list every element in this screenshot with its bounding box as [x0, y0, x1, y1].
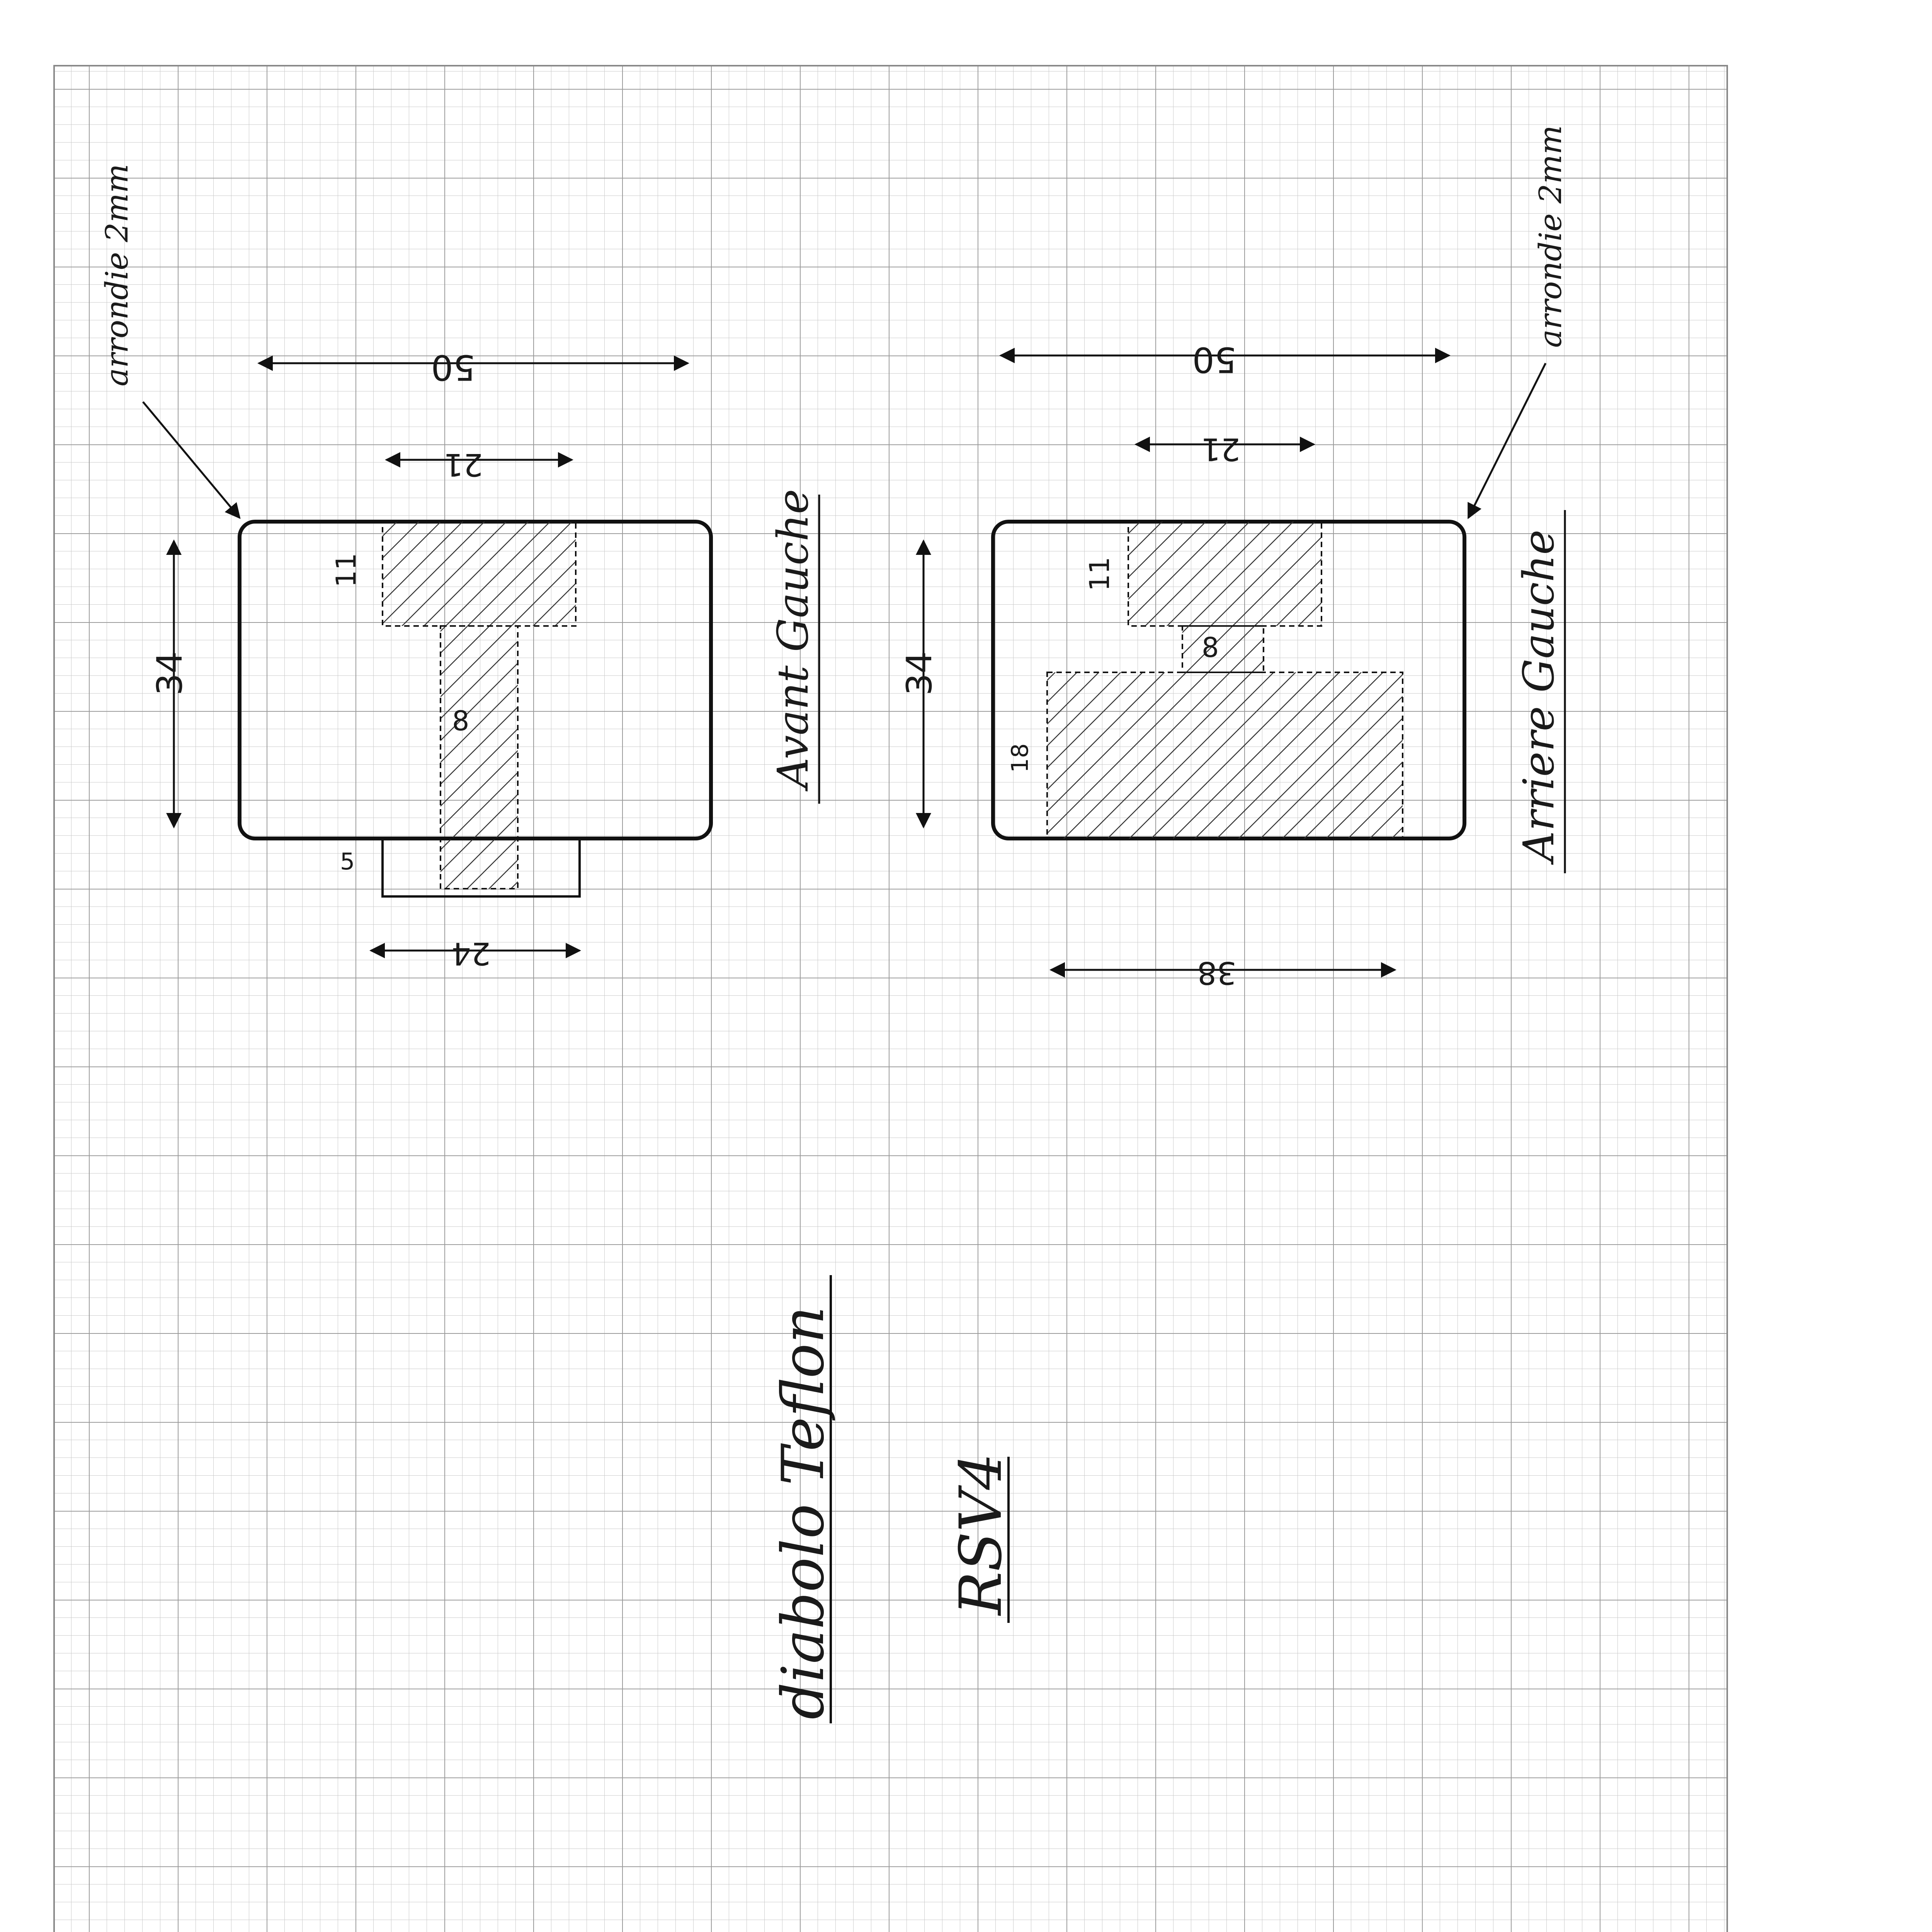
neck-hatched — [1182, 626, 1264, 672]
dim-step-depth: 18 — [1007, 743, 1034, 773]
title-line1: diabolo Teflon — [770, 1306, 837, 1719]
dim-top-depth: 11 — [330, 553, 362, 587]
dim-top-slot: 21 — [444, 447, 483, 483]
dim-neck: 8 — [452, 705, 469, 737]
dim-height: 34 — [150, 651, 190, 696]
dim-width: 50 — [431, 347, 475, 388]
caption: Arriere Gauche — [1514, 529, 1563, 862]
dim-height: 34 — [899, 651, 940, 696]
dim-bottom-width: 24 — [451, 935, 491, 971]
top-slot-hatched — [383, 522, 576, 626]
grid-area — [54, 66, 1727, 1932]
caption: Avant Gauche — [768, 489, 818, 788]
dim-bottom-width: 38 — [1197, 955, 1236, 991]
dim-neck: 8 — [1202, 632, 1219, 663]
note-rounded: arrondie 2mm — [1532, 125, 1568, 348]
top-slot-hatched — [1128, 522, 1321, 626]
dim-top-depth: 11 — [1084, 556, 1116, 591]
dim-bottom-depth: 5 — [340, 848, 355, 875]
title-line2: RSV4 — [947, 1453, 1015, 1615]
dim-top-slot: 21 — [1201, 431, 1240, 467]
step-hatched — [1047, 672, 1403, 838]
neck-hatched — [440, 626, 518, 889]
dim-width: 50 — [1192, 339, 1236, 380]
note-rounded: arrondie 2mm — [99, 163, 135, 386]
